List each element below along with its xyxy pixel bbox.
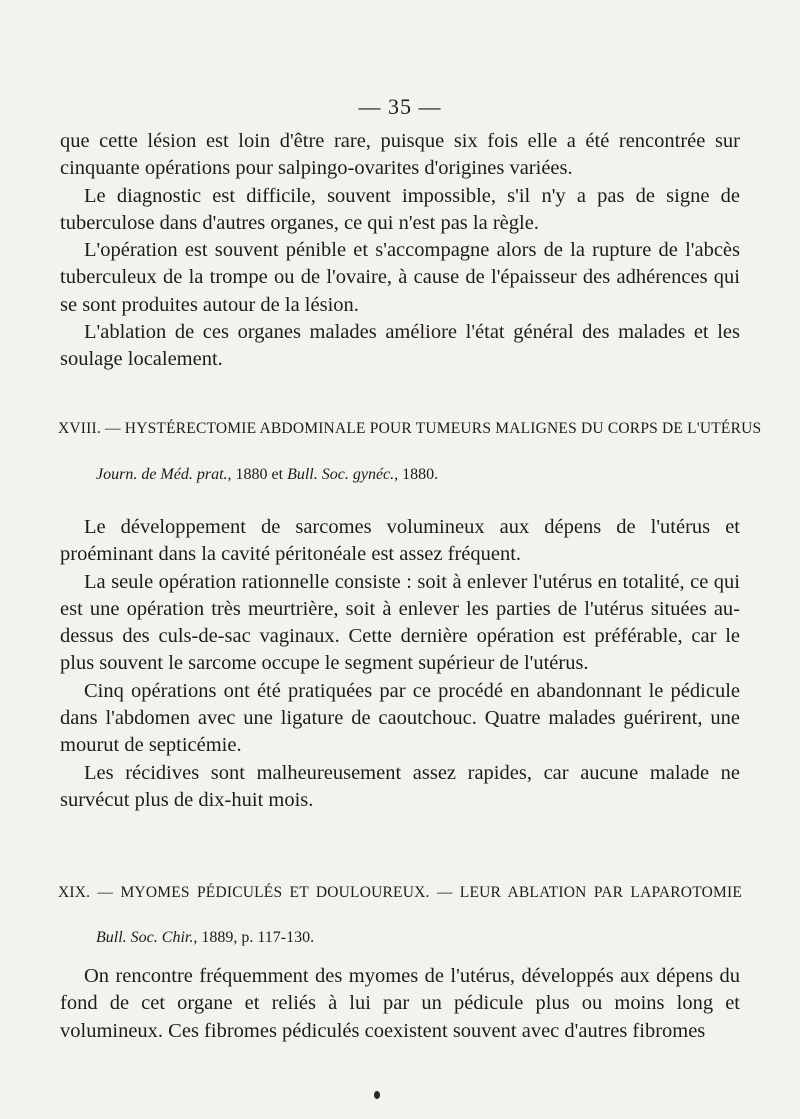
section-xix-text-block [60, 963, 740, 1045]
ref-year-1: , 1880 et [227, 466, 288, 483]
section-xix-reference [96, 929, 314, 947]
xviii-paragraph-2: La seule opération rationnelle consiste : soit à enlever l'utérus en totalité, ce qui est une opération très meurtrière, soit à enlever les parties de l'utérus situées au-dessus des culs-de-sac vaginaux. Cette dernière opération est préférable, car le plus souvent le sarcome occupe le segment supérieur de l'utérus. [60, 570, 740, 675]
ref-journal-2: Bull. Soc. gynéc. [287, 466, 395, 483]
intro-paragraph-1: que cette lésion est loin d'être rare, puisque six fois elle a été rencontrée sur cinquante opérations pour salpingo-ovarites d'origines variées. [60, 130, 740, 180]
section-xviii-reference [96, 466, 438, 484]
section-xviii-heading: XVIII. — HYSTÉRECTOMIE ABDOMINALE POUR TUMEURS MALIGNES DU CORPS DE L'UTÉRUS [58, 420, 762, 437]
section-xviii-text-block [60, 514, 740, 814]
intro-text-block [60, 128, 740, 374]
xviii-paragraph-1: Le développement de sarcomes volumineux aux dépens de l'utérus et proéminant dans la cavité péritonéale est assez fréquent. [60, 516, 740, 566]
ref-details: , 1889, p. 117-130. [193, 929, 315, 946]
ink-dot-mark [374, 1091, 380, 1099]
intro-paragraph-3: L'opération est souvent pénible et s'accompagne alors de la rupture de l'abcès tuberculeux de la trompe ou de l'ovaire, à cause de l'épaisseur des adhérences qui se sont produites autour de la lésion. [60, 239, 740, 316]
intro-paragraph-4: L'ablation de ces organes malades améliore l'état général des malades et les soulage localement. [60, 321, 740, 371]
intro-paragraph-2: Le diagnostic est difficile, souvent impossible, s'il n'y a pas de signe de tuberculose dans d'autres organes, ce qui n'est pas la règle. [60, 184, 740, 234]
ref-journal-1: Journ. de Méd. prat. [96, 466, 228, 483]
page-number: — 35 — [358, 94, 442, 119]
xix-paragraph-1: On rencontre fréquemment des myomes de l'utérus, développés aux dépens du fond de cet organe et reliés à lui par un pédicule plus ou moins long et volumineux. Ces fibromes pédiculés coexistent souvent avec d'autres fibromes [60, 965, 740, 1042]
xviii-paragraph-4: Les récidives sont malheureusement assez rapides, car aucune malade ne survécut plus de dix-huit mois. [60, 761, 740, 811]
section-xix-heading: XIX. — MYOMES PÉDICULÉS ET DOULOUREUX. — LEUR ABLATION PAR LAPAROTOMIE [58, 884, 742, 901]
xviii-paragraph-3: Cinq opérations ont été pratiquées par ce procédé en abandonnant le pédicule dans l'abdomen avec une ligature de caoutchouc. Quatre malades guérirent, une mourut de septicémie. [60, 679, 740, 757]
ref-journal: Bull. Soc. Chir. [96, 929, 194, 946]
ref-year-2: , 1880. [394, 466, 439, 483]
